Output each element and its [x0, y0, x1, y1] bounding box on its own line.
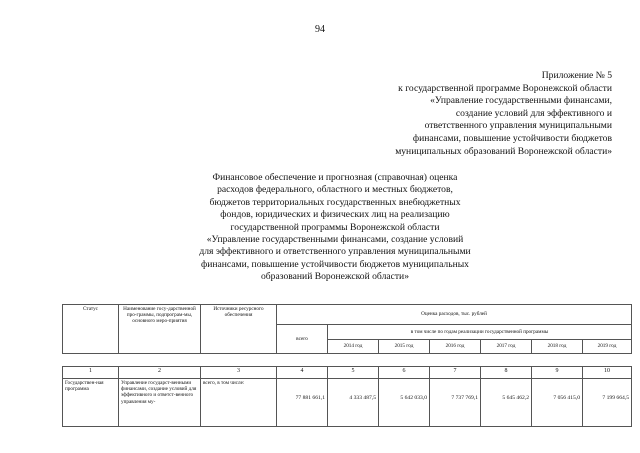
column-number: 5 [328, 367, 379, 379]
header-year: 2019 год [583, 340, 632, 354]
column-number: 1 [63, 367, 119, 379]
header-by-years: в том числе по годам реализации государственной программы [328, 325, 632, 340]
table-header [62, 304, 632, 354]
header-estimate: Оценка расходов, тыс. рублей [277, 305, 632, 325]
header-year: 2014 год [328, 340, 379, 354]
row-value-2014: 4 333 487,5 [328, 379, 379, 427]
row-value-total: 77 881 661,1 [277, 379, 328, 427]
column-number: 3 [201, 367, 277, 379]
title-line: для эффективного и ответственного управления муниципальными [199, 246, 471, 258]
title-line: бюджетов территориальных государственных внебюджетных [209, 196, 461, 208]
header-year: 2018 год [532, 340, 583, 354]
appendix-line: создание условий для эффективного и [455, 107, 612, 119]
title-line: фондов, юридических и физических лиц на реализацию [220, 209, 450, 221]
row-status: Государствен-ная программа [63, 379, 119, 427]
title-line: «Управление государственными финансами, создание условий [206, 234, 464, 246]
column-number: 10 [583, 367, 632, 379]
row-value-2016: 7 737 769,1 [430, 379, 481, 427]
header-status: Статус [63, 305, 119, 354]
header-year: 2015 год [379, 340, 430, 354]
page-number: 94 [315, 24, 325, 35]
column-number-row [63, 367, 632, 379]
column-number: 7 [430, 367, 481, 379]
row-value-2019: 7 199 664,5 [583, 379, 632, 427]
row-value-2017: 5 645 462,2 [481, 379, 532, 427]
title-line: Финансовое обеспечение и прогнозная (справочная) оценка [212, 172, 458, 183]
header-name: Наименование госу-дарственной про-граммы, подпрограм-мы, основного меро-приятия [119, 305, 201, 354]
table-body [62, 366, 632, 427]
header-total: всего [277, 325, 328, 354]
appendix-line: ответственного управления муниципальными [424, 120, 612, 132]
table-row [63, 379, 632, 427]
appendix-line: муниципальных образований Воронежской области» [395, 145, 612, 157]
document-title [170, 172, 500, 284]
appendix-line: Приложение № 5 [541, 70, 612, 81]
appendix-line: к государственной программе Воронежской области [398, 82, 612, 94]
header-sources: Источники ресурсного обеспечения [201, 305, 277, 354]
column-number: 6 [379, 367, 430, 379]
row-source: всего, в том числе: [201, 379, 277, 427]
row-value-2015: 5 642 033,0 [379, 379, 430, 427]
appendix-line: «Управление государственными финансами, [430, 95, 612, 107]
header-year: 2016 год [430, 340, 481, 354]
appendix-block [282, 70, 612, 158]
column-number: 2 [119, 367, 201, 379]
title-line: финансами, повышение устойчивости бюджетов муниципальных [201, 258, 469, 270]
title-line: образований Воронежской области» [261, 271, 409, 283]
row-name: Управление государст-венными финансами, создание условий для эффективного и ответст-венного управления му- [119, 379, 201, 427]
title-line: расходов федерального, областного и местных бюджетов, [217, 184, 453, 196]
column-number: 4 [277, 367, 328, 379]
appendix-line: финансами, повышение устойчивости бюджетов [412, 132, 612, 144]
title-line: государственной программы Воронежской области [230, 221, 440, 233]
column-number: 8 [481, 367, 532, 379]
row-value-2018: 7 056 415,0 [532, 379, 583, 427]
header-year: 2017 год [481, 340, 532, 354]
column-number: 9 [532, 367, 583, 379]
